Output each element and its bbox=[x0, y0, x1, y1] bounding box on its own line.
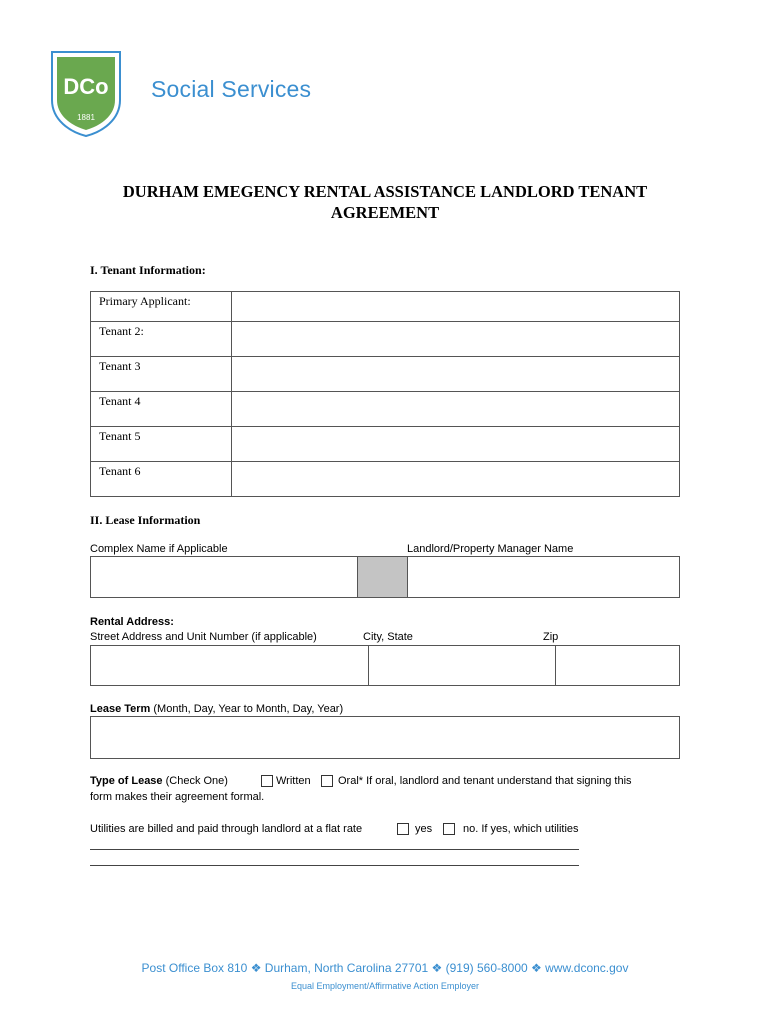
table-row bbox=[91, 462, 680, 497]
utilities-no-label: no. If yes, which utilities bbox=[463, 823, 579, 835]
lease-type-hint: (Check One) bbox=[162, 775, 228, 787]
utilities-no-checkbox[interactable] bbox=[443, 823, 455, 835]
tenant-4-field[interactable] bbox=[232, 392, 680, 427]
utilities-yes-label: yes bbox=[415, 823, 433, 835]
tenant-row-label: Tenant 6 bbox=[91, 462, 232, 497]
table-row bbox=[91, 427, 680, 462]
rental-address-label: Rental Address: bbox=[90, 616, 174, 628]
lease-term-bold: Lease Term bbox=[90, 703, 151, 715]
lease-term-hint: (Month, Day, Year to Month, Day, Year) bbox=[150, 703, 344, 715]
utilities-yes-checkbox[interactable] bbox=[397, 823, 409, 835]
tenant-row-label: Tenant 4 bbox=[91, 392, 232, 427]
complex-name-label: Complex Name if Applicable bbox=[90, 543, 228, 555]
tenant-row-label: Primary Applicant: bbox=[91, 292, 232, 322]
oral-label: Oral* If oral, landlord and tenant understand that signing this bbox=[338, 775, 632, 787]
title-line-2: AGREEMENT bbox=[330, 203, 440, 222]
utilities-write-line[interactable] bbox=[90, 849, 579, 850]
table-row bbox=[91, 357, 680, 392]
city-state-field[interactable] bbox=[368, 645, 556, 686]
tenant-6-field[interactable] bbox=[232, 462, 680, 497]
lease-section-heading: II. Lease Information bbox=[90, 513, 201, 527]
logo-letters: DCo bbox=[63, 74, 109, 99]
dco-logo bbox=[50, 50, 122, 138]
brand-name: Social Services bbox=[151, 76, 312, 102]
lease-type-row bbox=[90, 775, 228, 787]
city-state-label: City, State bbox=[363, 631, 413, 643]
tenant-5-field[interactable] bbox=[232, 427, 680, 462]
table-row bbox=[91, 322, 680, 357]
tenant-section-heading: I. Tenant Information: bbox=[90, 263, 206, 277]
complex-name-field[interactable] bbox=[90, 556, 358, 598]
logo-year: 1881 bbox=[77, 113, 95, 122]
lease-type-bold: Type of Lease bbox=[90, 775, 163, 787]
tenant-table bbox=[90, 291, 680, 497]
footer-address: Post Office Box 810 ❖ Durham, North Carolina 27701 ❖ (919) 560-8000 ❖ www.dconc.gov bbox=[141, 961, 629, 975]
oral-note: form makes their agreement formal. bbox=[90, 791, 265, 803]
tenant-row-label: Tenant 2: bbox=[91, 322, 232, 357]
street-address-label: Street Address and Unit Number (if applicable) bbox=[90, 631, 317, 643]
written-label: Written bbox=[276, 775, 311, 787]
landlord-name-field[interactable] bbox=[407, 556, 680, 598]
tenant-3-field[interactable] bbox=[232, 357, 680, 392]
gray-spacer-cell bbox=[357, 556, 408, 598]
title-line-1: DURHAM EMEGENCY RENTAL ASSISTANCE LANDLORD TENANT bbox=[122, 182, 648, 201]
lease-term-label bbox=[90, 703, 343, 715]
tenant-2-field[interactable] bbox=[232, 322, 680, 357]
tenant-row-label: Tenant 3 bbox=[91, 357, 232, 392]
utilities-label: Utilities are billed and paid through landlord at a flat rate bbox=[90, 823, 363, 835]
written-checkbox[interactable] bbox=[261, 775, 273, 787]
zip-label: Zip bbox=[543, 631, 559, 643]
utilities-write-line[interactable] bbox=[90, 865, 579, 866]
document-title bbox=[60, 181, 710, 223]
primary-applicant-field[interactable] bbox=[232, 292, 680, 322]
oral-checkbox[interactable] bbox=[321, 775, 333, 787]
lease-term-field[interactable] bbox=[90, 716, 680, 759]
street-address-field[interactable] bbox=[90, 645, 369, 686]
zip-field[interactable] bbox=[555, 645, 680, 686]
footer-eeo: Equal Employment/Affirmative Action Employer bbox=[291, 981, 479, 991]
table-row bbox=[91, 292, 680, 322]
landlord-name-label: Landlord/Property Manager Name bbox=[407, 543, 574, 555]
table-row bbox=[91, 392, 680, 427]
tenant-row-label: Tenant 5 bbox=[91, 427, 232, 462]
